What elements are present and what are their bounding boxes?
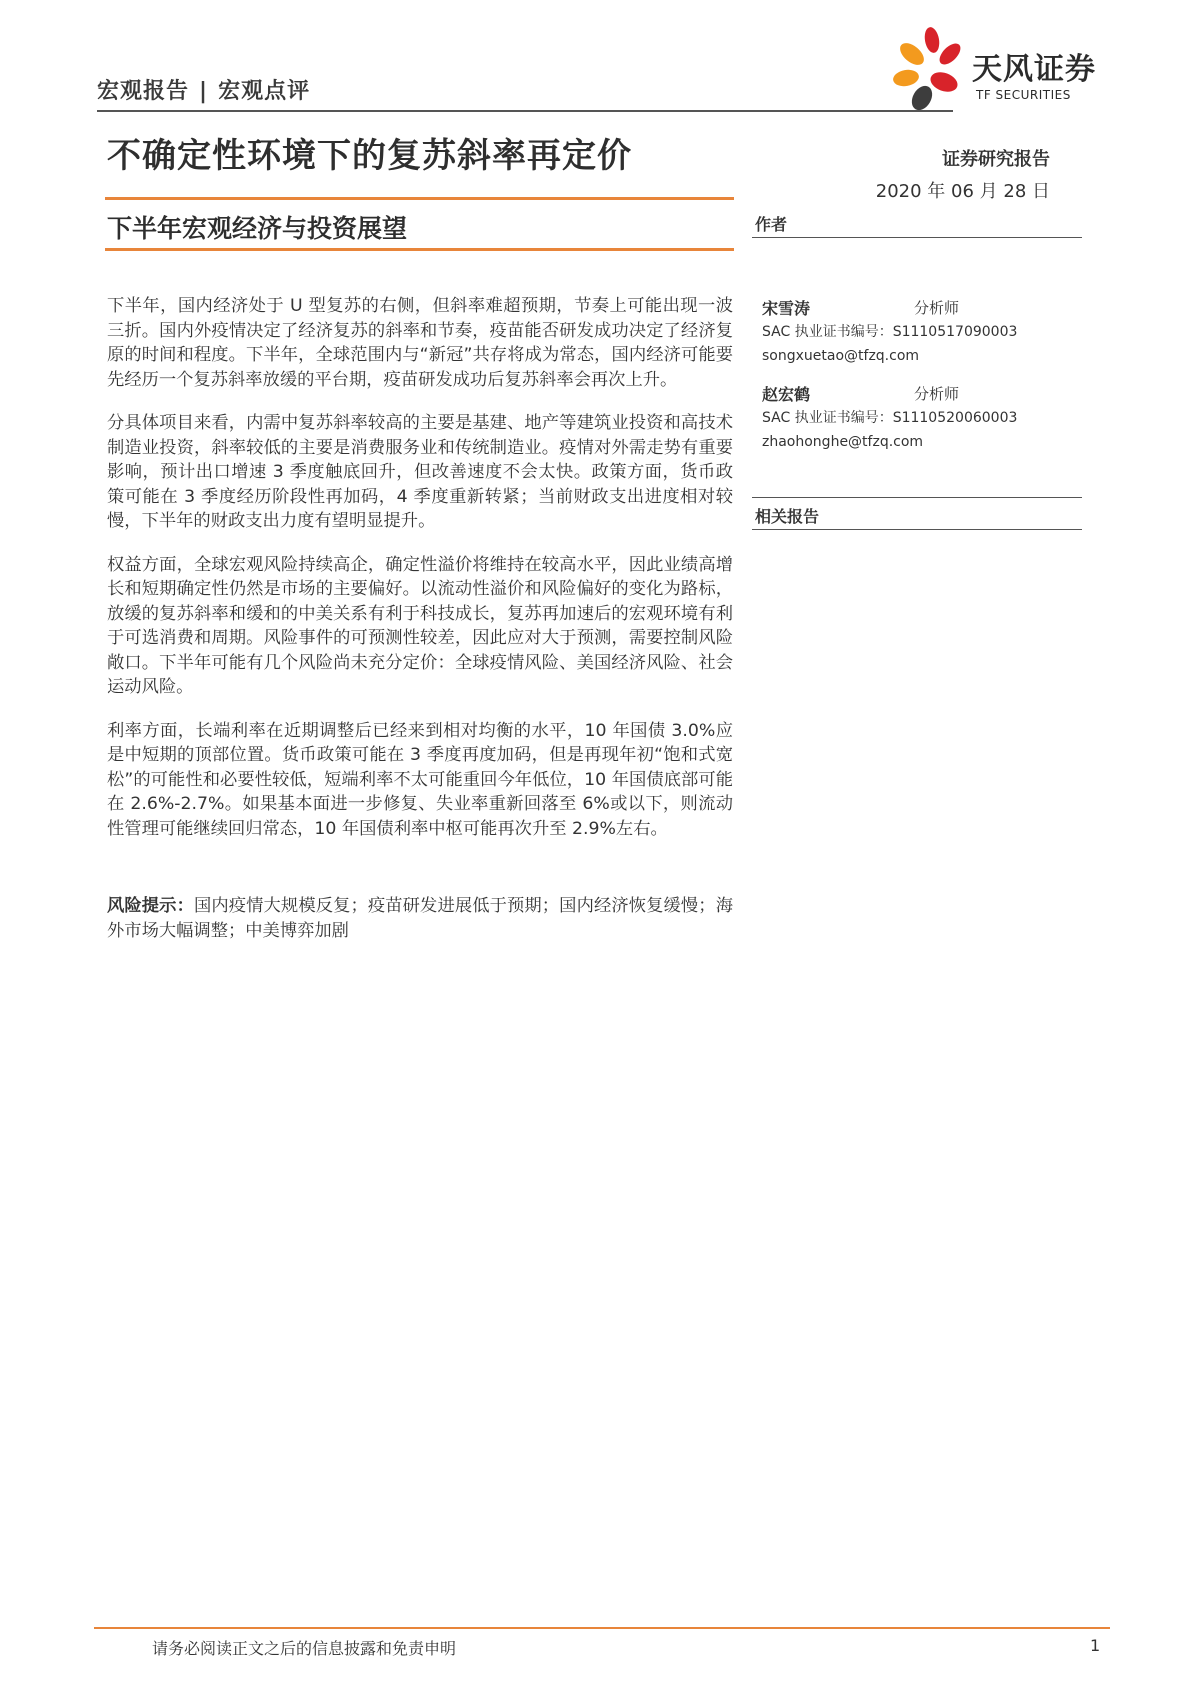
author-list: [762, 296, 1082, 468]
footer-divider: [94, 1627, 1110, 1629]
author-role: 分析师: [914, 299, 960, 317]
risk-warning: [107, 894, 733, 943]
footer-disclaimer: 请务必阅读正文之后的信息披露和免责申明: [152, 1639, 457, 1658]
author-role: 分析师: [914, 385, 960, 403]
category-macro-report: 宏观报告: [97, 79, 190, 104]
body-paragraph-equity: 权益方面，全球宏观风险持续高企，确定性溢价将维持在较高水平，因此业绩高增长和短期确定性仍然是市场的主要偏好。以流动性溢价和风险偏好的变化为路标，放缓的复苏斜率和缓和的中美关系有利于科技成长，复苏再加速后的宏观环境有利于可选消费和周期。风险事件的可预测性较差，因此应对大于预测，需要控制风险敞口。下半年可能有几个风险尚未充分定价：全球疫情风险、美国经济风险、社会运动风险。: [107, 554, 733, 697]
risk-warning-text: 国内疫情大规模反复；疫苗研发进展低于预期；国内经济恢复缓慢；海外市场大幅调整；中美博弈加剧: [107, 896, 733, 941]
author-card: [762, 296, 1082, 368]
report-category: [97, 74, 310, 105]
logo-english-name: TF SECURITIES: [976, 88, 1071, 102]
category-macro-comment: 宏观点评: [218, 79, 311, 104]
subtitle-bottom-rule: [105, 248, 734, 251]
subtitle-top-rule: [105, 197, 734, 200]
report-subtitle: 下半年宏观经济与投资展望: [107, 214, 408, 243]
author-card: [762, 382, 1082, 454]
authors-heading: 作者: [755, 215, 788, 234]
logo-chinese-name: 天风证券: [972, 52, 1096, 87]
author-email[interactable]: songxuetao@tfzq.com: [762, 348, 920, 364]
body-paragraph-sectors: 分具体项目来看，内需中复苏斜率较高的主要是基建、地产等建筑业投资和高技术制造业投资，斜率较低的主要是消费服务业和传统制造业。疫情对外需走势有重要影响，预计出口增速 3 季度触底回升，但改善速度不会太快。政策方面，货币政策可能在 3 季度经历阶段性再加码，4 季度重新转紧；当前财政支出进度相对较慢，下半年的财政支出力度有望明显提升。: [107, 413, 733, 531]
company-logo: [892, 26, 1132, 116]
report-date: 2020 年 06 月 28 日: [875, 181, 1050, 202]
page-number: 1: [1090, 1636, 1101, 1655]
author-license: SAC 执业证书编号：S1110517090003: [762, 324, 1018, 340]
related-top-rule: [752, 497, 1082, 498]
author-name: 赵宏鹤: [762, 385, 811, 404]
document-type: 证券研究报告: [942, 149, 1050, 170]
body-paragraph-outlook: 下半年，国内经济处于 U 型复苏的右侧，但斜率难超预期，节奏上可能出现一波三折。国内外疫情决定了经济复苏的斜率和节奏，疫苗能否研发成功决定了经济复原的时间和程度。下半年，全球范围内与“新冠”共存将成为常态，国内经济可能要先经历一个复苏斜率放缓的平台期，疫苗研发成功后复苏斜率会再次上升。: [107, 296, 733, 390]
author-license: SAC 执业证书编号：S1110520060003: [762, 410, 1018, 426]
risk-warning-label: 风险提示：: [107, 896, 194, 916]
report-body: [107, 294, 733, 962]
header-divider: [97, 110, 953, 112]
flower-logo-icon: [892, 26, 968, 114]
author-name: 宋雪涛: [762, 299, 811, 318]
body-paragraph-rates: 利率方面，长端利率在近期调整后已经来到相对均衡的水平，10 年国债 3.0%应是中短期的顶部位置。货币政策可能在 3 季度再度加码，但是再现年初“饱和式宽松”的可能性和必要性较低，短端利率不太可能重回今年低位，10 年国债底部可能在 2.6%-2.7%。如果基本面进一步修复、失业率重新回落至 6%或以下，则流动性管理可能继续回归常态，10 年国债利率中枢可能再次升至 2.9%左右。: [107, 720, 733, 839]
author-email[interactable]: zhaohonghe@tfzq.com: [762, 434, 924, 450]
authors-heading-rule: [752, 237, 1082, 238]
related-bottom-rule: [752, 529, 1082, 530]
report-title: 不确定性环境下的复苏斜率再定价: [107, 136, 632, 176]
category-separator: |: [199, 79, 209, 104]
related-reports-heading: 相关报告: [755, 507, 820, 526]
